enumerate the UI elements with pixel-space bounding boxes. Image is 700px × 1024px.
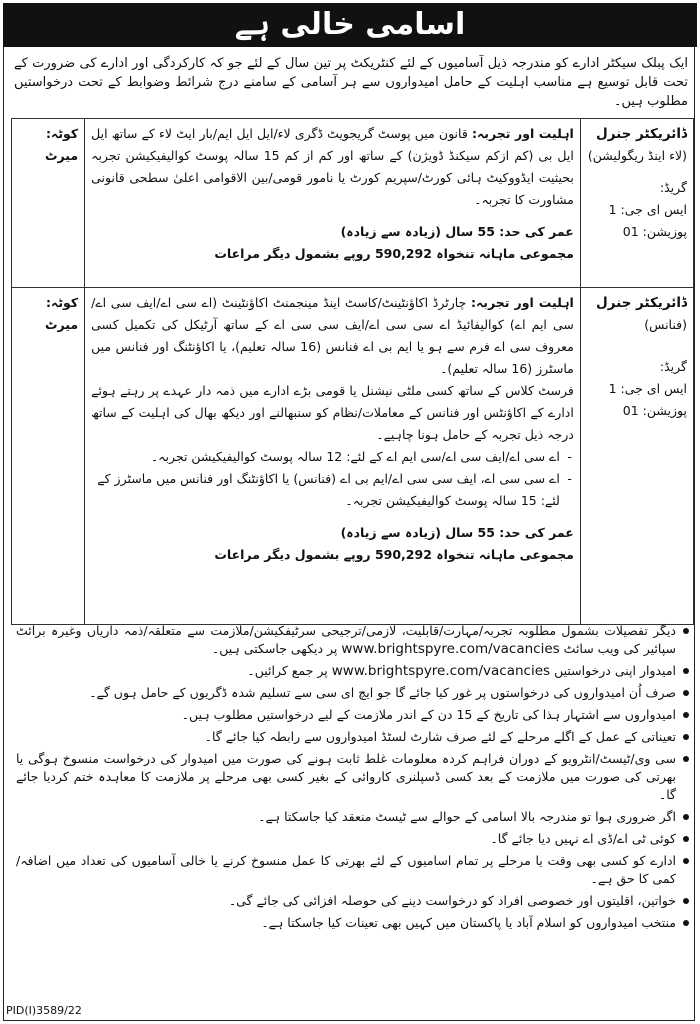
note-item: امیدوار اپنی درخواستیں www.brightspyre.com/vacancies پر جمع کرائیں۔ — [16, 662, 692, 680]
qualification-label: اہلیت اور تجربہ: — [470, 295, 574, 310]
experience-intro: فرسٹ کلاس کے ساتھ کسی ملٹی نیشنل یا قومی بڑے ادارے میں ذمہ دار عہدے پر رہتے ہوئے ادارے کے اکاؤنٹس اور فنانس کے معاملات/نظام کو سنبھالنے اور دیکھ بھال کی اہلیت کے ساتھ درجہ ذیل تجربہ کے حامل ہونا چاہیے۔ — [91, 383, 574, 442]
experience-item: - اے سی سی اے، ایف سی سی اے/ایم بی اے (فنانس) یا اکاؤنٹنگ اور فنانس میں ماسٹرز کے لئے: 15 سالہ پوسٹ کوالیفیکیشن تجربہ۔ — [91, 468, 574, 512]
grade-value: ایس ای جی: 1 — [608, 202, 687, 217]
website-link[interactable]: www.brightspyre.com/vacancies — [341, 641, 560, 657]
note-item: تعیناتی کے عمل کے اگلے مرحلے کے لئے صرف شارٹ لسٹڈ امیدواروں سے رابطہ کیا جائے گا۔ — [16, 728, 692, 746]
position-title: ڈائریکٹر جنرل — [596, 126, 687, 142]
grade-label: گریڈ: — [659, 359, 687, 374]
note-item: کوئی ٹی اے/ڈی اے نہیں دیا جائے گا۔ — [16, 830, 692, 848]
note-item: سی وی/ٹیسٹ/انٹرویو کے دوران فراہم کردہ معلومات غلط ثابت ہونے کی صورت میں امیدوار کی درخواست منسوخ ہوگی یا بھرتی کی صورت میں ملازمت کے بعد کسی ڈسپلنری کاروائی کے بغیر کسی بھی مرحلے پر ملازمت کا معاہدہ ختم کردیا جائے گا۔ — [16, 750, 692, 804]
note-item: منتخب امیدواروں کو اسلام آباد یا پاکستان میں کہیں بھی تعینات کیا جاسکتا ہے۔ — [16, 914, 692, 932]
quota-cell: کوٹہ: میرٹ — [12, 119, 85, 288]
qualification-body: قانون میں پوسٹ گریجویٹ ڈگری لاء/ایل ایل ایم/بار ایٹ لاء کے ساتھ ایل ایل بی (کم ازکم سیکنڈ ڈویژن) کے ساتھ اور کم از کم 15 سالہ پوسٹ کوالیفیکیشن تجربہ بحیثیت ایڈووکیٹ ہائی کورٹ/سپریم کورٹ یا نامور قومی/بین الاقوامی اعلیٰ سطحی قانونی مشاورت کا تجربہ۔ — [91, 126, 574, 207]
note-item: ادارے کو کسی بھی وقت یا مرحلے پر تمام اسامیوں کے لئے بھرتی کا عمل منسوخ کرنے یا خالی آسامیوں کی تعداد میں اضافہ/کمی کا حق ہے۔ — [16, 852, 692, 888]
publication-id: PID(I)3589/22 — [6, 1004, 82, 1017]
note-item: اگر ضروری ہوا تو مندرجہ بالا اسامی کے حوالے سے ٹیسٹ منعقد کیا جاسکتا ہے۔ — [16, 808, 692, 826]
position-title-cell — [580, 288, 693, 625]
position-title: ڈائریکٹر جنرل — [596, 295, 687, 311]
monthly-pay: مجموعی ماہانہ تنخواہ 590,292 روپے بشمول دیگر مراعات — [214, 547, 574, 562]
positions-count: پوزیشن: 01 — [622, 224, 687, 239]
note-item: دیگر تفصیلات بشمول مطلوبہ تجربہ/مہارت/قابلیت، لازمی/ترجیحی سرٹیفکیشن/ملازمت سے متعلقہ/ذمہ داریاں وغیرہ برائٹ سپائیر کی ویب سائٹ www.brightspyre.com/vacancies پر دیکھی جاسکتی ہیں۔ — [16, 622, 692, 658]
qualification-text — [91, 123, 574, 211]
notes-list — [16, 622, 692, 936]
ad-title: اسامی خالی ہے — [3, 3, 697, 47]
positions-count: پوزیشن: 01 — [622, 403, 687, 418]
grade-label: گریڈ: — [659, 180, 687, 195]
age-limit: عمر کی حد: 55 سال (زیادہ سے زیادہ) — [340, 525, 574, 540]
qualification-text — [91, 292, 574, 380]
grade-value: ایس ای جی: 1 — [608, 381, 687, 396]
quota-cell: کوٹہ: میرٹ — [12, 288, 85, 625]
qualification-label: اہلیت اور تجربہ: — [471, 126, 574, 141]
intro-paragraph: ایک پبلک سیکٹر ادارے کو مندرجہ ذیل آسامیوں کے لئے کنٹریکٹ پر تین سال کے لئے جو کہ کارکردگی اور ادارے کی ضرورت کے تحت قابل توسیع ہے مناسب اہلیت کے حامل امیدواروں سے ہر آسامی کے سامنے درج شرائط وضوابط کے تحت درخواستیں مطلوب ہیں۔ — [14, 56, 688, 109]
note-item: خواتین، اقلیتوں اور خصوصی افراد کو درخواست دینے کی حوصلہ افزائی کی جائے گی۔ — [16, 892, 692, 910]
note-item: امیدواروں سے اشتہار ہذا کی تاریخ کے 15 دن کے اندر ملازمت کے لیے درخواستیں مطلوب ہیں۔ — [16, 706, 692, 724]
position-department: (فنانس) — [644, 317, 687, 332]
position-department: (لاء اینڈ ریگولیشن) — [587, 148, 687, 163]
note-item: صرف اُن امیدواروں کی درخواستوں پر غور کیا جائے گا جو ایچ ای سی سے تسلیم شدہ ڈگریوں کے حامل ہوں گے۔ — [16, 684, 692, 702]
monthly-pay: مجموعی ماہانہ تنخواہ 590,292 روپے بشمول دیگر مراعات — [214, 246, 574, 261]
experience-item: - اے سی اے/ایف سی اے/سی ایم اے کے لئے: 12 سالہ پوسٹ کوالیفیکیشن تجربہ۔ — [91, 446, 574, 468]
website-link[interactable]: www.brightspyre.com/vacancies — [331, 663, 551, 679]
position-details-cell — [85, 288, 581, 625]
position-details-cell — [85, 119, 581, 288]
age-limit: عمر کی حد: 55 سال (زیادہ سے زیادہ) — [340, 224, 574, 239]
position-row-finance — [12, 288, 694, 625]
position-title-cell — [580, 119, 693, 288]
positions-table — [11, 118, 694, 625]
position-row-law — [12, 119, 694, 288]
qualification-body: چارٹرڈ اکاؤنٹینٹ/کاسٹ اینڈ مینجمنٹ اکاؤنٹینٹ (اے سی اے/ایف سی اے/سی ایم اے) کوالیفائیڈ اے سی سی اے/ایف سی سی اے کے ساتھ آرٹیکل کی تکمیل کسی معروف سی اے فرم سے ہو یا ایم بی اے فنانس (16 سالہ تعلیم)، یا اکاؤنٹنگ اور فنانس میں ماسٹرز (16 سالہ تعلیم)۔ — [91, 295, 574, 376]
